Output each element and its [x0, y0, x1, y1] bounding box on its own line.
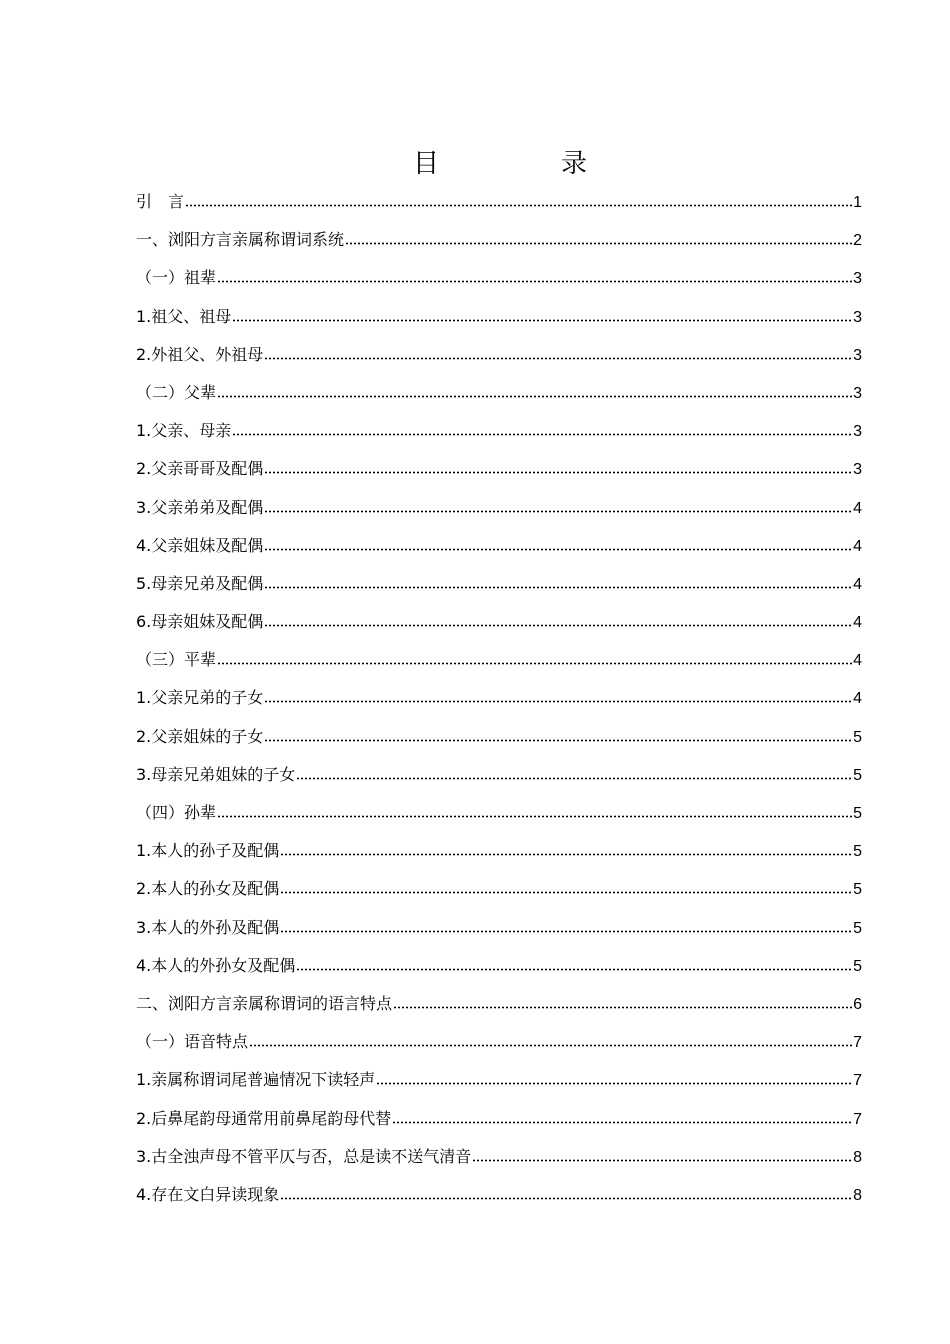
toc-entry[interactable] [136, 679, 862, 717]
toc-page-number: 4 [853, 690, 862, 708]
toc-entry[interactable] [136, 1176, 862, 1214]
toc-entry-label: （一）祖辈 [136, 268, 217, 288]
toc-entry[interactable] [136, 183, 862, 221]
toc-entry[interactable] [136, 603, 862, 641]
toc-entry-label: 1.亲属称谓词尾普遍情况下读轻声 [136, 1070, 376, 1090]
toc-entry-label: 2.父亲姐妹的子女 [136, 726, 264, 746]
toc-entry[interactable] [136, 641, 862, 679]
toc-leader-dots [280, 1184, 852, 1200]
toc-leader-dots [472, 1146, 852, 1162]
toc-leader-dots [264, 458, 852, 474]
toc-entry-label: 3.父亲弟弟及配偶 [136, 497, 264, 517]
toc-entry[interactable] [136, 489, 862, 527]
toc-entry[interactable] [136, 298, 862, 336]
toc-page-number: 5 [853, 766, 862, 784]
toc-leader-dots [280, 840, 852, 856]
toc-entry[interactable] [136, 565, 862, 603]
toc-entry-label: 引 言 [136, 192, 185, 211]
toc-page-number: 3 [853, 270, 862, 288]
toc-page-number: 5 [853, 805, 862, 822]
toc-entry-label: 3.本人的外孙及配偶 [136, 917, 280, 937]
toc-entry-label: 2.父亲哥哥及配偶 [136, 459, 264, 479]
toc-entry-label: （四）孙辈 [136, 803, 217, 822]
toc-page-number: 3 [853, 346, 862, 364]
toc-leader-dots [217, 382, 852, 398]
toc-entry[interactable] [136, 1061, 862, 1099]
toc-leader-dots [296, 955, 852, 971]
toc-page-number: 4 [853, 614, 862, 632]
toc-leader-dots [217, 802, 852, 818]
toc-title: 目 录 [412, 149, 635, 179]
toc-leader-dots [264, 535, 852, 551]
toc-page-number: 3 [853, 423, 862, 441]
toc-entry[interactable] [136, 985, 862, 1023]
toc-entry[interactable] [136, 527, 862, 565]
toc-entry-label: 二、浏阳方言亲属称谓词的语言特点 [136, 993, 393, 1013]
toc-entry[interactable] [136, 947, 862, 985]
toc-leader-dots [232, 420, 852, 436]
toc-entry[interactable] [136, 832, 862, 870]
toc-page-number: 7 [853, 1072, 862, 1090]
toc-entry-label: 1.祖父、祖母 [136, 306, 232, 326]
toc-page-number: 3 [853, 461, 862, 479]
toc-leader-dots [376, 1069, 852, 1085]
toc-entry-label: 1.本人的孙子及配偶 [136, 841, 280, 861]
toc-leader-dots [280, 917, 852, 933]
toc-leader-dots [280, 878, 852, 894]
toc-entry-label: 4.本人的外孙女及配偶 [136, 955, 296, 975]
toc-page-number: 5 [853, 919, 862, 937]
toc-leader-dots [296, 764, 852, 780]
toc-entry-label: 2.后鼻尾韵母通常用前鼻尾韵母代替 [136, 1108, 392, 1128]
toc-leader-dots [264, 497, 852, 513]
toc-entry[interactable] [136, 259, 862, 297]
toc-page-number: 5 [853, 843, 862, 861]
toc-page-number: 7 [853, 1110, 862, 1128]
toc-leader-dots [185, 191, 852, 207]
toc-entry[interactable] [136, 1023, 862, 1061]
toc-leader-dots [217, 267, 852, 283]
toc-page-number: 8 [853, 1148, 862, 1166]
toc-entry[interactable] [136, 1138, 862, 1176]
toc-page-number: 4 [853, 652, 862, 670]
toc-entry-label: 2.本人的孙女及配偶 [136, 879, 280, 899]
toc-entry-label: 5.母亲兄弟及配偶 [136, 573, 264, 593]
toc-page-number: 4 [853, 537, 862, 555]
toc-page-number: 3 [853, 308, 862, 326]
toc-entry[interactable] [136, 412, 862, 450]
toc-entry-label: 1.父亲兄弟的子女 [136, 688, 264, 708]
toc-list [136, 183, 862, 1214]
toc-entry-label: 6.母亲姐妹及配偶 [136, 612, 264, 632]
toc-entry[interactable] [136, 1100, 862, 1138]
toc-entry[interactable] [136, 756, 862, 794]
toc-leader-dots [264, 687, 852, 703]
toc-leader-dots [392, 1108, 852, 1124]
toc-entry[interactable] [136, 909, 862, 947]
toc-entry-label: 一、浏阳方言亲属称谓词系统 [136, 230, 345, 250]
toc-leader-dots [264, 611, 852, 627]
toc-leader-dots [393, 993, 852, 1009]
toc-page-number: 5 [853, 728, 862, 746]
toc-page-number: 4 [853, 499, 862, 517]
toc-entry-label: （一）语音特点 [136, 1032, 249, 1052]
toc-page-number: 5 [853, 957, 862, 975]
toc-entry[interactable] [136, 336, 862, 374]
toc-entry-label: 4.存在文白异读现象 [136, 1184, 280, 1204]
toc-leader-dots [249, 1031, 852, 1047]
toc-page-number: 7 [853, 1034, 862, 1052]
toc-page-number: 2 [853, 232, 862, 250]
toc-leader-dots [217, 649, 852, 665]
toc-entry[interactable] [136, 718, 862, 756]
toc-page-number: 5 [853, 881, 862, 899]
toc-entry-label: （二）父辈 [136, 382, 217, 402]
toc-entry-label: 3.古全浊声母不管平仄与否，总是读不送气清音 [136, 1146, 472, 1166]
toc-page-number: 1 [853, 194, 862, 211]
toc-entry-label: 2.外祖父、外祖母 [136, 344, 264, 364]
toc-leader-dots [232, 306, 852, 322]
toc-entry[interactable] [136, 374, 862, 412]
toc-entry-label: 3.母亲兄弟姐妹的子女 [136, 764, 296, 784]
toc-entry-label: （三）平辈 [136, 650, 217, 670]
toc-page-number: 4 [853, 575, 862, 593]
toc-entry[interactable] [136, 450, 862, 488]
toc-page-number: 8 [853, 1186, 862, 1204]
toc-entry[interactable] [136, 870, 862, 908]
toc-leader-dots [264, 344, 852, 360]
toc-entry-label: 4.父亲姐妹及配偶 [136, 535, 264, 555]
toc-leader-dots [264, 726, 852, 742]
toc-entry[interactable] [136, 794, 862, 832]
toc-leader-dots [345, 229, 852, 245]
toc-page-number: 6 [853, 995, 862, 1013]
toc-entry[interactable] [136, 221, 862, 259]
toc-entry-label: 1.父亲、母亲 [136, 421, 232, 441]
toc-page-number: 3 [853, 384, 862, 402]
toc-leader-dots [264, 573, 852, 589]
